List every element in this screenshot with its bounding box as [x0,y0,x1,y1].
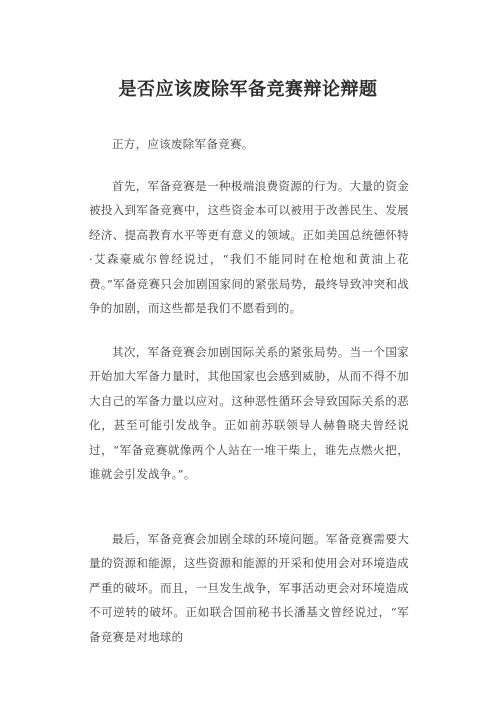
paragraph-first-argument: 首先，军备竞赛是一种极端浪费资源的行为。大量的资金被投入到军备竞赛中，这些资金本可以被用于改善民生、发展经济、提高教育水平等更有意义的领域。正如美国总统德怀特·艾森豪威尔曾经说过，“我们不能同时在枪炮和黄油上花费。”军备竞赛只会加剧国家间的紧张局势，最终导致冲突和战争的加剧，而这些都是我们不愿看到的。 [89,179,409,316]
paragraph-second-argument: 其次，军备竞赛会加剧国际关系的紧张局势。当一个国家开始加大军备力量时，其他国家也会感到威胁，从而不得不加大自己的军备力量以应对。这种恶性循环会导致国际关系的恶化，甚至可能引发战争。正如前苏联领导人赫鲁晓夫曾经说过，“军备竞赛就像两个人站在一堆干柴上，谁先点燃火把，谁就会引发战争。”。 [89,345,409,482]
document-title: 是否应该废除军备竞赛辩论辩题 [118,79,378,100]
paragraph-position-statement: 正方，应该废除军备竞赛。 [112,137,254,151]
paragraph-third-argument: 最后，军备竞赛会加剧全球的环境问题。军备竞赛需要大量的资源和能源，这些资源和能源的开采和使用会对环境造成严重的破坏。而且，一旦发生战争，军事活动更会对环境造成不可逆转的破坏。正如联合国前秘书长潘基文曾经说过，“军备竞赛是对地球的 [89,532,409,644]
